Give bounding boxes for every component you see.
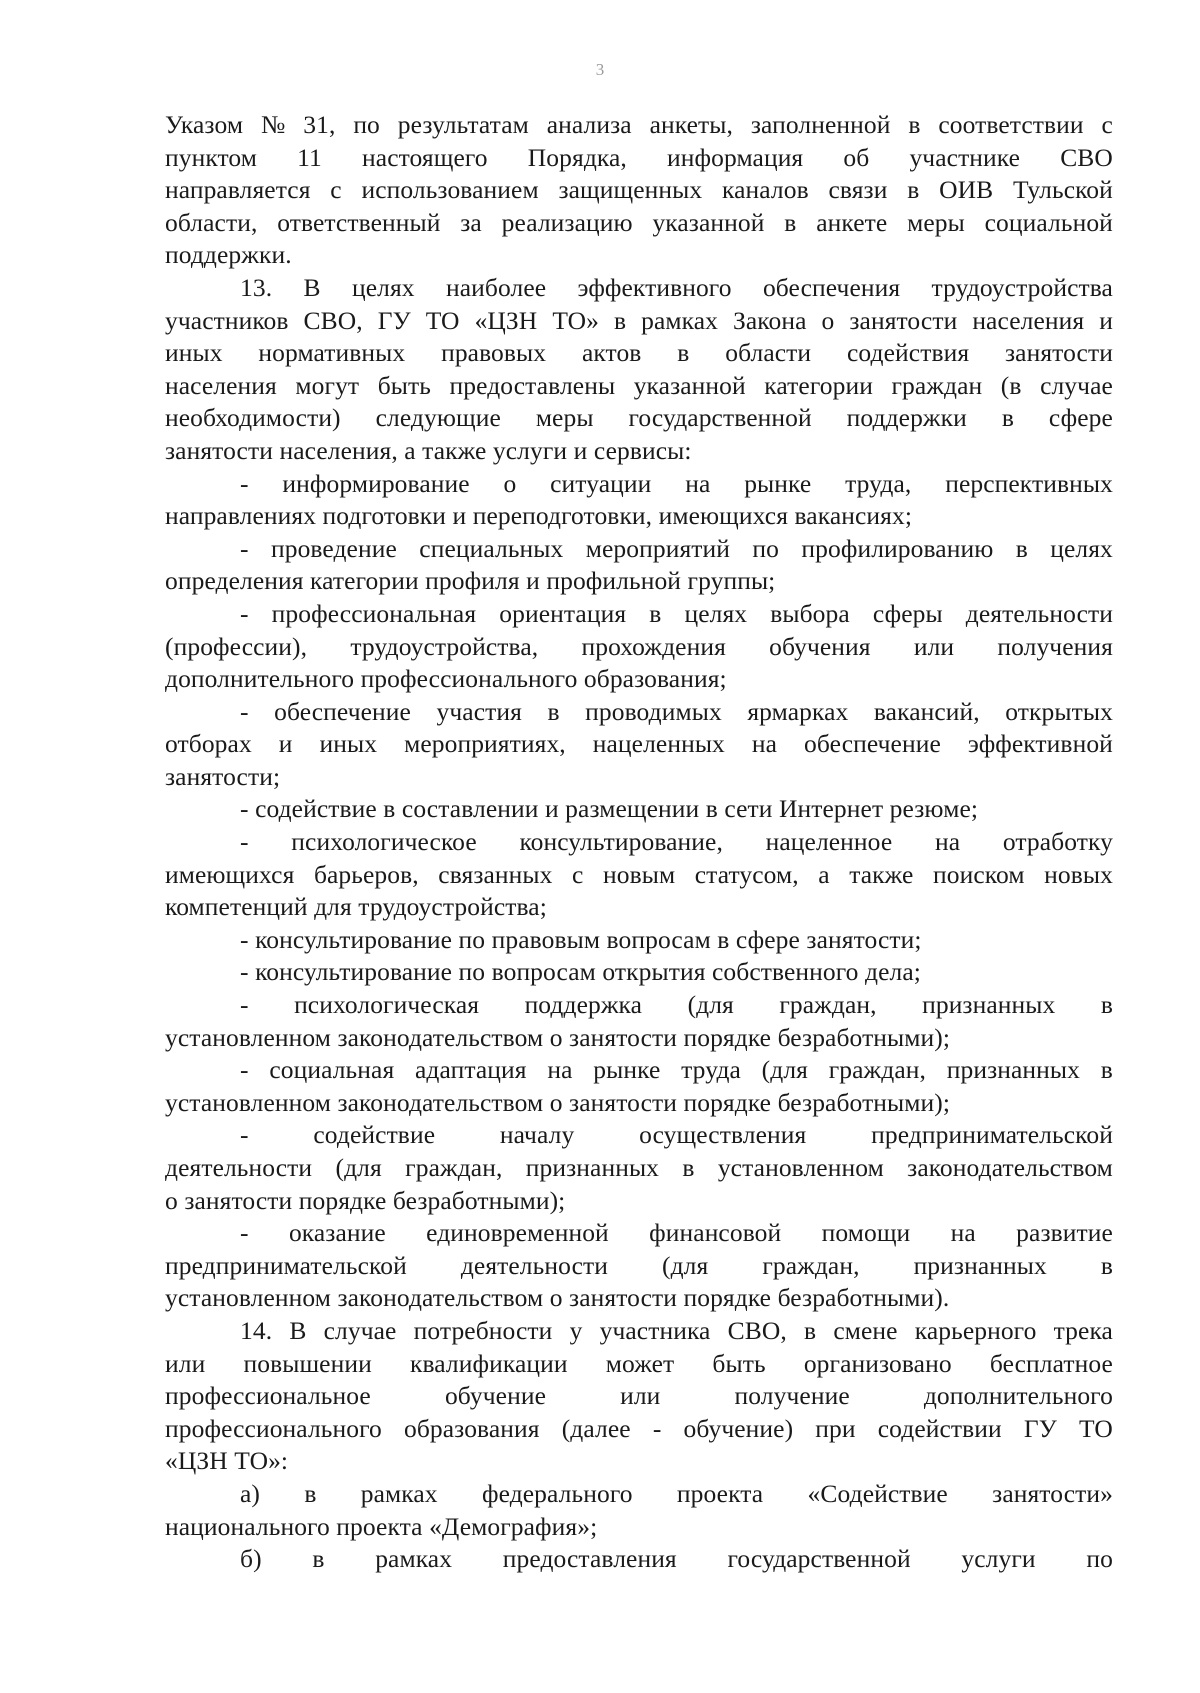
word: целях bbox=[1050, 533, 1113, 563]
word: в bbox=[1100, 1055, 1113, 1085]
text-line: установленном законодательством о занятости порядке безработными); bbox=[165, 1087, 951, 1117]
word: в bbox=[614, 305, 627, 335]
word: государственной bbox=[727, 1544, 911, 1574]
word: признанных bbox=[922, 990, 1056, 1020]
word: обеспечение bbox=[804, 729, 941, 759]
text-line: занятости; bbox=[165, 761, 281, 791]
word: заполненной bbox=[750, 110, 891, 139]
word: имеющихся bbox=[165, 859, 295, 889]
word: случае bbox=[1040, 370, 1113, 400]
word: наиболее bbox=[446, 272, 547, 302]
word: обеспечение bbox=[274, 696, 411, 726]
word: категории bbox=[764, 370, 873, 400]
word: проведение bbox=[270, 533, 397, 563]
text-line bbox=[165, 859, 1113, 892]
word: в bbox=[649, 598, 662, 628]
word: психологическое bbox=[291, 827, 477, 857]
word: труда, bbox=[845, 468, 912, 498]
word: с bbox=[1101, 110, 1113, 139]
word: адаптация bbox=[415, 1055, 527, 1085]
word: В bbox=[303, 272, 321, 302]
word: меры bbox=[535, 403, 594, 433]
word: (для bbox=[761, 1055, 808, 1085]
text-line bbox=[165, 174, 1113, 207]
word: СВО, bbox=[303, 305, 363, 335]
word: признанных bbox=[913, 1250, 1047, 1280]
word: квалификации bbox=[409, 1348, 568, 1378]
word: предпринимательской bbox=[871, 1120, 1113, 1150]
text-line bbox=[165, 207, 1113, 240]
word: Закона bbox=[733, 305, 807, 335]
word: СВО, bbox=[727, 1315, 787, 1345]
text-line bbox=[165, 1543, 1113, 1576]
word: новых bbox=[1044, 859, 1113, 889]
word: предоставления bbox=[502, 1544, 677, 1574]
word: статусом, bbox=[694, 859, 799, 889]
text-line bbox=[165, 337, 1113, 370]
word: обеспечения bbox=[762, 272, 901, 302]
word: обучение) bbox=[683, 1413, 794, 1443]
word: психологическая bbox=[294, 990, 480, 1020]
word: дополнительного bbox=[923, 1381, 1113, 1411]
text-line: занятости населения, а также услуги и сервисы: bbox=[165, 435, 692, 465]
word: трека bbox=[1053, 1315, 1113, 1345]
text-line bbox=[165, 728, 1113, 761]
text-line: о занятости порядке безработными); bbox=[165, 1185, 566, 1215]
word: могут bbox=[295, 370, 360, 400]
word: а bbox=[818, 859, 830, 889]
word: занятости bbox=[1005, 338, 1113, 368]
word: развитие bbox=[1016, 1218, 1113, 1248]
word: - bbox=[240, 533, 249, 563]
word: граждан, bbox=[828, 1055, 926, 1085]
word: ГУ bbox=[377, 305, 411, 335]
word: правовых bbox=[441, 338, 547, 368]
word: ситуации bbox=[550, 468, 652, 498]
word: в bbox=[1015, 533, 1028, 563]
word: ТО bbox=[425, 305, 460, 335]
word: каналов bbox=[722, 175, 809, 205]
word: участия bbox=[436, 696, 522, 726]
text-line bbox=[165, 1478, 1113, 1511]
word: в bbox=[1100, 990, 1113, 1020]
text-line: национального проекта «Демография»; bbox=[165, 1511, 598, 1541]
word: в bbox=[677, 338, 690, 368]
word: ориентация bbox=[499, 598, 627, 628]
word: 14. bbox=[240, 1315, 273, 1345]
word: а) bbox=[240, 1478, 261, 1508]
word: Тульской bbox=[1013, 175, 1113, 205]
word: - bbox=[240, 598, 249, 628]
word: обучение bbox=[444, 1381, 546, 1411]
word: 13. bbox=[240, 272, 273, 302]
word: поддержка bbox=[524, 990, 643, 1020]
text-line bbox=[165, 598, 1113, 631]
word: необходимости) bbox=[165, 403, 341, 433]
word: информирование bbox=[282, 468, 470, 498]
word: началу bbox=[499, 1120, 575, 1150]
word: выбора bbox=[770, 598, 850, 628]
word: в bbox=[682, 1153, 695, 1182]
word: барьеров, bbox=[313, 859, 419, 889]
word: поддержки bbox=[846, 403, 967, 433]
word: профессионального bbox=[165, 1413, 382, 1443]
word: случае bbox=[323, 1315, 397, 1345]
word: деятельности bbox=[165, 1153, 313, 1182]
word: иных bbox=[319, 729, 378, 759]
text-line bbox=[165, 305, 1113, 338]
text-line bbox=[165, 1250, 1113, 1283]
text-line bbox=[165, 402, 1113, 435]
text-line: установленном законодательством о занятости порядке безработными). bbox=[165, 1283, 950, 1313]
word: профессиональное bbox=[165, 1381, 371, 1411]
word: (для bbox=[662, 1250, 709, 1280]
word: содействия bbox=[847, 338, 970, 368]
word: участников bbox=[165, 305, 289, 335]
word: указанной bbox=[652, 207, 765, 237]
word: осуществления bbox=[639, 1120, 807, 1150]
word: граждан, bbox=[762, 1250, 860, 1280]
text-line: - содействие в составлении и размещении в сети Интернет резюме; bbox=[240, 794, 979, 824]
word: установленном bbox=[717, 1153, 884, 1182]
word: (для bbox=[687, 990, 734, 1020]
word: (профессии), bbox=[165, 631, 308, 661]
word: 11 bbox=[297, 142, 322, 172]
word: - bbox=[240, 827, 249, 857]
word: информация bbox=[667, 142, 804, 172]
word: признанных bbox=[525, 1153, 660, 1182]
word: услуги bbox=[961, 1544, 1036, 1574]
word: профессиональная bbox=[271, 598, 477, 628]
word: и bbox=[1099, 305, 1113, 335]
word: повышении bbox=[243, 1348, 372, 1378]
word: с bbox=[330, 175, 342, 205]
word: бесплатное bbox=[989, 1348, 1113, 1378]
text-line bbox=[165, 1119, 1113, 1152]
text-line bbox=[165, 468, 1113, 501]
word: трудоустройства bbox=[931, 272, 1113, 302]
word: рынке bbox=[593, 1055, 661, 1085]
word: ответственный bbox=[277, 207, 441, 237]
word: защищенных bbox=[558, 175, 703, 205]
text-line bbox=[165, 1054, 1113, 1087]
word: реализацию bbox=[501, 207, 633, 237]
word: в bbox=[312, 1544, 325, 1574]
word: в bbox=[907, 175, 920, 205]
word: ТО» bbox=[552, 305, 600, 335]
word: мероприятий bbox=[585, 533, 731, 563]
word: прохождения bbox=[581, 631, 726, 661]
word: - bbox=[240, 990, 249, 1020]
word: использованием bbox=[361, 175, 539, 205]
text-line: установленном законодательством о занятости порядке безработными); bbox=[165, 1022, 951, 1052]
word: или bbox=[913, 631, 955, 661]
document-body bbox=[165, 109, 1113, 1576]
word: или bbox=[165, 1348, 206, 1378]
word: - bbox=[240, 696, 249, 726]
word: СВО bbox=[1060, 142, 1113, 172]
text-line: определения категории профиля и профильной группы; bbox=[165, 566, 776, 596]
text-line: дополнительного профессионального образования; bbox=[165, 664, 727, 694]
text-line: - консультирование по вопросам открытия собственного дела; bbox=[240, 957, 921, 987]
word: потребности bbox=[413, 1315, 553, 1345]
word: деятельности bbox=[965, 598, 1113, 628]
word: (для bbox=[335, 1153, 382, 1182]
word: предоставлены bbox=[449, 370, 616, 400]
word: мероприятиях, bbox=[404, 729, 566, 759]
text-line: направлениях подготовки и переподготовки, имеющихся вакансиях; bbox=[165, 501, 913, 531]
text-line bbox=[165, 1413, 1113, 1446]
word: следующие bbox=[375, 403, 501, 433]
word: в bbox=[784, 207, 797, 237]
word: с bbox=[572, 859, 584, 889]
text-line: «ЦЗН ТО»: bbox=[165, 1446, 289, 1476]
word: по bbox=[353, 110, 380, 139]
word: новым bbox=[602, 859, 676, 889]
word: «Содействие bbox=[807, 1478, 948, 1508]
word: или bbox=[620, 1381, 661, 1411]
word: Указом bbox=[165, 110, 244, 139]
word: также bbox=[849, 859, 914, 889]
word: образования bbox=[403, 1413, 540, 1443]
word: за bbox=[460, 207, 482, 237]
word: граждан, bbox=[405, 1153, 503, 1182]
word: на bbox=[685, 468, 711, 498]
word: в bbox=[304, 1478, 317, 1508]
word: на bbox=[751, 729, 778, 759]
word: рамках bbox=[360, 1478, 438, 1508]
word: может bbox=[605, 1348, 675, 1378]
word: области, bbox=[165, 207, 258, 237]
text-line bbox=[165, 1380, 1113, 1413]
word: специальных bbox=[419, 533, 564, 563]
word: сферы bbox=[872, 598, 943, 628]
word: сфере bbox=[1048, 403, 1113, 433]
word: области bbox=[725, 338, 812, 368]
word: оказание bbox=[288, 1218, 386, 1248]
text-line: компетенций для трудоустройства; bbox=[165, 892, 547, 922]
word: предпринимательской bbox=[165, 1250, 407, 1280]
word: настоящего bbox=[362, 142, 488, 172]
word: при bbox=[815, 1413, 856, 1443]
word: рамках bbox=[375, 1544, 453, 1574]
word: - bbox=[652, 1413, 662, 1443]
word: профилированию bbox=[801, 533, 994, 563]
word: граждан, bbox=[779, 990, 877, 1020]
word: участника bbox=[599, 1315, 711, 1345]
word: Порядка, bbox=[527, 142, 627, 172]
word: социальная bbox=[269, 1055, 395, 1085]
word: населения bbox=[165, 370, 277, 400]
word: - bbox=[240, 468, 249, 498]
word: результатам bbox=[397, 110, 529, 139]
word: указанной bbox=[633, 370, 746, 400]
word: актов bbox=[581, 338, 642, 368]
word: законодательством bbox=[907, 1153, 1113, 1182]
word: анкеты, bbox=[649, 110, 733, 139]
text-line bbox=[165, 370, 1113, 403]
word: отборах bbox=[165, 729, 252, 759]
word: организовано bbox=[803, 1348, 952, 1378]
word: эффективного bbox=[577, 272, 732, 302]
word: государственной bbox=[628, 403, 812, 433]
word: трудоустройства, bbox=[350, 631, 539, 661]
word: проекта bbox=[676, 1478, 764, 1508]
word: отработку bbox=[1002, 827, 1113, 857]
page-number: 3 bbox=[595, 60, 605, 79]
word: рамках bbox=[641, 305, 719, 335]
text-line bbox=[165, 1152, 1113, 1185]
word: рынке bbox=[744, 468, 812, 498]
word: на bbox=[934, 827, 961, 857]
word: открытых bbox=[1005, 696, 1113, 726]
word: труда bbox=[681, 1055, 741, 1085]
word: связи bbox=[828, 175, 888, 205]
word: иных bbox=[165, 338, 223, 368]
text-line bbox=[165, 272, 1113, 305]
word: пунктом bbox=[165, 142, 258, 172]
text-line bbox=[165, 533, 1113, 566]
word: б) bbox=[240, 1544, 262, 1574]
text-line bbox=[165, 696, 1113, 729]
word: получение bbox=[734, 1381, 850, 1411]
word: обучения bbox=[769, 631, 871, 661]
text-line: поддержки. bbox=[165, 240, 292, 270]
word: консультирование, bbox=[519, 827, 723, 857]
word: ярмарках bbox=[747, 696, 849, 726]
text-line bbox=[165, 631, 1113, 664]
word: связанных bbox=[438, 859, 553, 889]
word: целях bbox=[351, 272, 415, 302]
word: эффективной bbox=[967, 729, 1113, 759]
word: нацеленное bbox=[765, 827, 893, 857]
word: о bbox=[821, 305, 835, 335]
word: деятельности bbox=[460, 1250, 609, 1280]
word: в bbox=[547, 696, 560, 726]
word: на bbox=[547, 1055, 573, 1085]
word: быть bbox=[712, 1348, 766, 1378]
text-line bbox=[165, 142, 1113, 175]
text-line bbox=[165, 1348, 1113, 1381]
word: перспективных bbox=[945, 468, 1113, 498]
word: граждан bbox=[891, 370, 983, 400]
word: быть bbox=[377, 370, 431, 400]
word: в bbox=[1001, 403, 1014, 433]
word: смене bbox=[833, 1315, 898, 1345]
word: - bbox=[240, 1055, 249, 1085]
text-line bbox=[165, 109, 1113, 142]
word: по bbox=[752, 533, 780, 563]
word: нацеленных bbox=[592, 729, 725, 759]
word: направляется bbox=[165, 175, 311, 205]
word: № bbox=[260, 110, 286, 139]
text-line bbox=[165, 1217, 1113, 1250]
word: проводимых bbox=[585, 696, 722, 726]
word: в bbox=[908, 110, 921, 139]
word: в bbox=[1100, 1250, 1113, 1280]
text-line: - консультирование по правовым вопросам в сфере занятости; bbox=[240, 924, 922, 954]
word: получения bbox=[997, 631, 1113, 661]
word: ОИВ bbox=[939, 175, 994, 205]
word: - bbox=[240, 1120, 249, 1150]
word: о bbox=[503, 468, 517, 498]
word: занятости bbox=[849, 305, 958, 335]
word: содействии bbox=[877, 1413, 1002, 1443]
word: федерального bbox=[481, 1478, 633, 1508]
word: содействие bbox=[313, 1120, 436, 1150]
word: (в bbox=[1000, 370, 1022, 400]
word: признанных bbox=[946, 1055, 1080, 1085]
word: занятости» bbox=[992, 1478, 1113, 1508]
word: анализа bbox=[546, 110, 632, 139]
word: соответствии bbox=[938, 110, 1084, 139]
word: целях bbox=[684, 598, 748, 628]
word: населения bbox=[972, 305, 1085, 335]
word: - bbox=[240, 1218, 249, 1248]
word: на bbox=[950, 1218, 976, 1248]
word: в bbox=[804, 1315, 817, 1345]
word: помощи bbox=[821, 1218, 911, 1248]
word: «ЦЗН bbox=[474, 305, 538, 335]
word: единовременной bbox=[426, 1218, 609, 1248]
word: и bbox=[278, 729, 293, 759]
word: В bbox=[289, 1315, 307, 1345]
word: ГУ bbox=[1023, 1413, 1057, 1443]
word: социальной bbox=[984, 207, 1113, 237]
word: участнике bbox=[909, 142, 1021, 172]
word: вакансий, bbox=[873, 696, 980, 726]
word: нормативных bbox=[258, 338, 406, 368]
text-line bbox=[165, 1315, 1113, 1348]
word: меры bbox=[907, 207, 965, 237]
word: финансовой bbox=[649, 1218, 782, 1248]
word: ТО bbox=[1079, 1413, 1113, 1443]
word: по bbox=[1086, 1544, 1113, 1574]
text-line bbox=[165, 826, 1113, 859]
word: (далее bbox=[561, 1413, 631, 1443]
word: у bbox=[569, 1315, 583, 1345]
word: об bbox=[843, 142, 870, 172]
word: карьерного bbox=[914, 1315, 1037, 1345]
text-line bbox=[165, 989, 1113, 1022]
word: 31, bbox=[303, 110, 336, 139]
word: анкете bbox=[816, 207, 888, 237]
word: поиском bbox=[933, 859, 1025, 889]
